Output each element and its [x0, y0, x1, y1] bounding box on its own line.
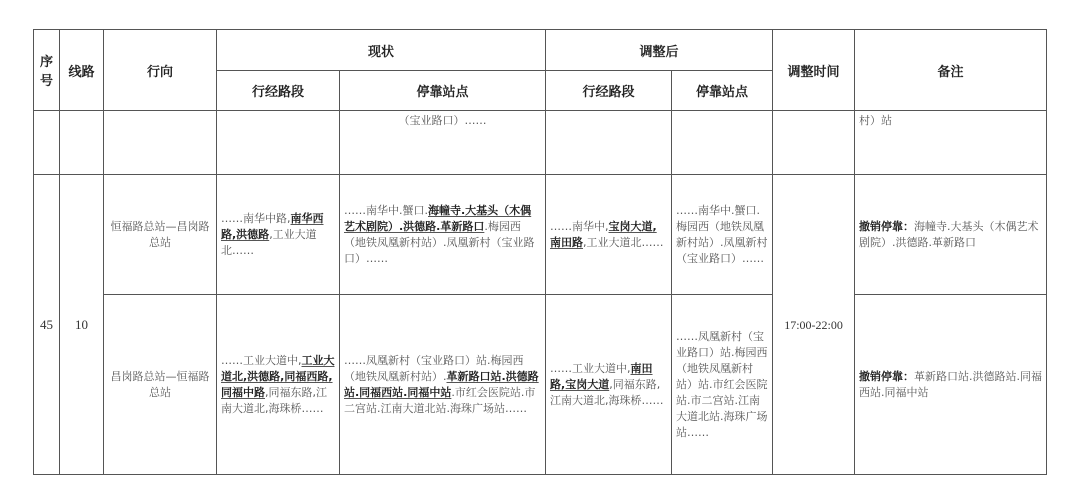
- table-row-continued: [34, 111, 1047, 175]
- header-stops: 停靠站点: [340, 71, 546, 111]
- header-line: 线路: [60, 30, 104, 111]
- header-adjusted: 调整后: [546, 30, 773, 71]
- header-route-segment: 行经路段: [217, 71, 340, 111]
- header-route-segment-adjusted: 行经路段: [546, 71, 672, 111]
- header-current: 现状: [217, 30, 546, 71]
- cell-empty: [546, 111, 672, 175]
- cell-empty: [60, 111, 104, 175]
- header-direction: 行向: [104, 30, 217, 111]
- cell-current-stops: ……凤凰新村（宝业路口）站.梅园西（地铁凤凰新村站）.革新路口站.洪德路站.同福西站.同福中站.市红会医院站.市二宫站.江南大道北站.海珠广场站……: [340, 295, 546, 475]
- cell-new-stops: ……南华中.蟹口.梅园西（地铁凤凰新村站）.凤凰新村（宝业路口）……: [672, 175, 773, 295]
- cell-empty: [672, 111, 773, 175]
- cell-empty: [34, 111, 60, 175]
- cell-empty: [773, 111, 855, 175]
- cell-direction: 恒福路总站—昌岗路总站: [104, 175, 217, 295]
- cell-current-route: ……工业大道中,工业大道北,洪德路,同福西路,同福中路,同福东路,江南大道北,海珠桥……: [217, 295, 340, 475]
- cell-time: 17:00-22:00: [773, 175, 855, 475]
- header-remarks: 备注: [855, 30, 1047, 111]
- cell-new-route: ……工业大道中,南田路,宝岗大道,同福东路,江南大道北,海珠桥……: [546, 295, 672, 475]
- cell-new-stops: ……凤凰新村（宝业路口）站.梅园西（地铁凤凰新村站）站.市红会医院站.市二宫站.江南大道北站.海珠广场站……: [672, 295, 773, 475]
- cell-seq: 45: [34, 175, 60, 475]
- cell-current-stops: （宝业路口）……: [340, 111, 546, 175]
- cell-current-stops: ……南华中.蟹口.海幢寺.大基头（木偶艺术剧院）.洪德路.革新路口.梅园西（地铁凤凰新村站）.凤凰新村（宝业路口）……: [340, 175, 546, 295]
- header-time: 调整时间: [773, 30, 855, 111]
- cell-new-route: ……南华中,宝岗大道,南田路,工业大道北……: [546, 175, 672, 295]
- table-row: [34, 295, 1047, 475]
- cell-remarks: 撤销停靠：海幢寺.大基头（木偶艺术剧院）.洪德路.革新路口: [855, 175, 1047, 295]
- cell-current-route: ……南华中路,南华西路,洪德路,工业大道北……: [217, 175, 340, 295]
- header-seq: 序号: [34, 30, 60, 111]
- table-row: [34, 175, 1047, 295]
- header-stops-adjusted: 停靠站点: [672, 71, 773, 111]
- cell-empty: [104, 111, 217, 175]
- cell-remarks: 撤销停靠：革新路口站.洪德路站.同福西站.同福中站: [855, 295, 1047, 475]
- cell-line: 10: [60, 175, 104, 475]
- cell-remarks: 村）站: [855, 111, 1047, 175]
- cell-empty: [217, 111, 340, 175]
- cell-direction: 昌岗路总站—恒福路总站: [104, 295, 217, 475]
- route-adjustment-table: [33, 29, 1047, 475]
